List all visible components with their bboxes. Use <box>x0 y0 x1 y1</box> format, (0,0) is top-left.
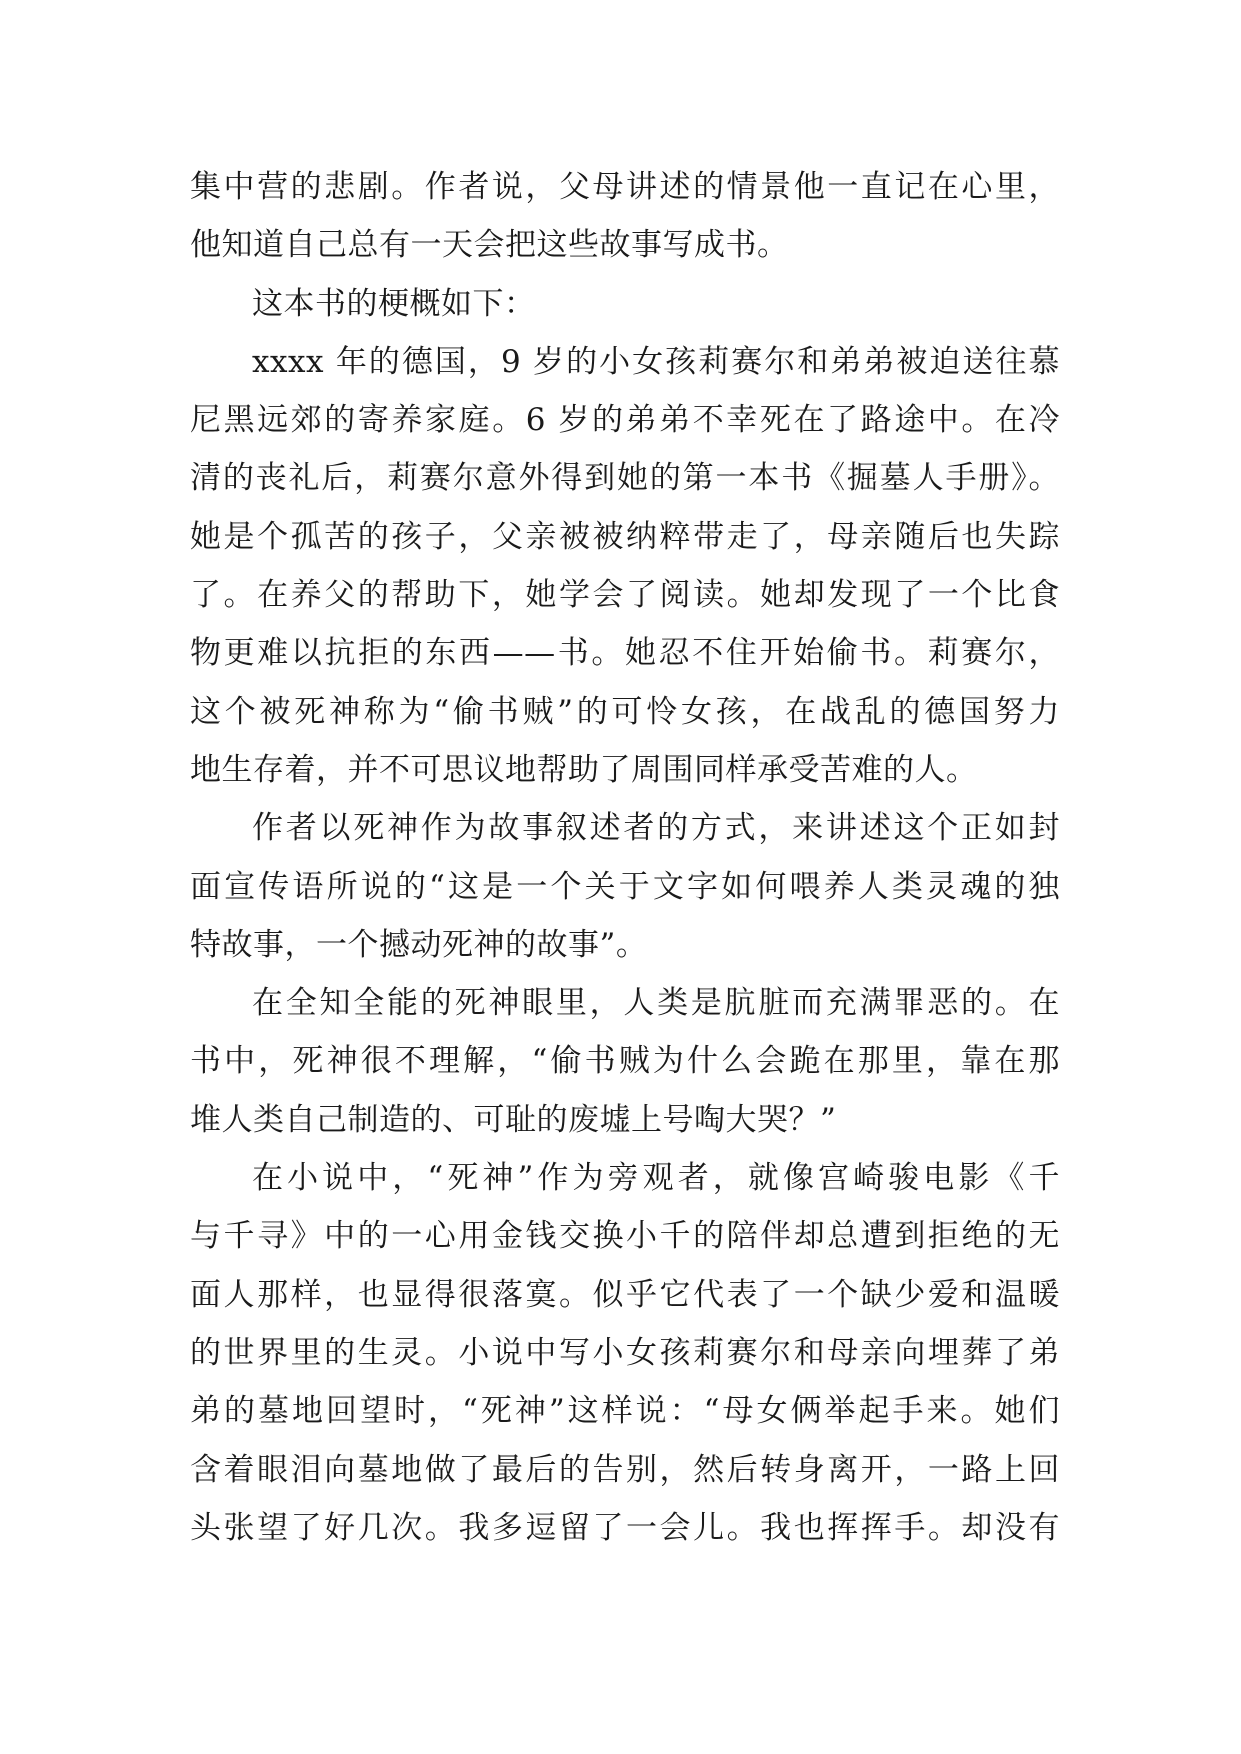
text-line-10: 这个被死神称为“偷书贼”的可怜女孩，在战乱的德国努力 <box>190 693 1060 730</box>
body-text <box>190 158 1060 1557</box>
text-line-24: 头张望了好几次。我多逗留了一会儿。我也挥挥手。却没有 <box>190 1509 1060 1546</box>
text-line-8: 了。在养父的帮助下，她学会了阅读。她却发现了一个比食 <box>190 577 1060 614</box>
text-line-1: 集中营的悲剧。作者说，父母讲述的情景他一直记在心里， <box>190 169 1060 205</box>
text-line-12: 作者以死神作为故事叙述者的方式，来讲述这个正如封 <box>252 810 1060 847</box>
text-line-19: 与千寻》中的一心用金钱交换小千的陪伴却总遭到拒绝的无 <box>190 1218 1060 1255</box>
text-line-20: 面人那样，也显得很落寞。似乎它代表了一个缺少爱和温暖 <box>190 1276 1060 1313</box>
text-line-15: 在全知全能的死神眼里，人类是肮脏而充满罪恶的。在 <box>252 985 1060 1022</box>
text-line-11: 地生存着，并不可思议地帮助了周围同样承受苦难的人。 <box>190 751 978 788</box>
text-line-5: 尼黑远郊的寄养家庭。6 岁的弟弟不幸死在了路途中。在冷 <box>190 402 1060 439</box>
text-line-23: 含着眼泪向墓地做了最后的告别，然后转身离开，一路上回 <box>190 1451 1060 1488</box>
text-line-13: 面宣传语所说的“这是一个关于文字如何喂养人类灵魂的独 <box>190 868 1060 905</box>
text-line-16: 书中，死神很不理解，“偷书贼为什么会跪在那里，靠在那 <box>190 1043 1060 1080</box>
text-line-2: 他知道自己总有一天会把这些故事写成书。 <box>190 227 789 264</box>
text-line-22: 弟的墓地回望时，“死神”这样说：“母女俩举起手来。她们 <box>190 1393 1060 1430</box>
text-line-3: 这本书的梗概如下： <box>252 285 536 322</box>
text-line-17: 堆人类自己制造的、可耻的废墟上号啕大哭？” <box>190 1101 837 1138</box>
text-line-14: 特故事，一个撼动死神的故事”。 <box>190 926 648 963</box>
text-line-9: 物更难以抗拒的东西——书。她忍不住开始偷书。莉赛尔， <box>190 635 1060 672</box>
text-line-6: 清的丧礼后，莉赛尔意外得到她的第一本书《掘墓人手册》。 <box>190 460 1060 497</box>
text-line-18: 在小说中，“死神”作为旁观者，就像宫崎骏电影《千 <box>252 1160 1060 1197</box>
text-line-4: xxxx 年的德国，9 岁的小女孩莉赛尔和弟弟被迫送往慕 <box>252 343 1060 380</box>
text-line-21: 的世界里的生灵。小说中写小女孩莉赛尔和母亲向埋葬了弟 <box>190 1334 1060 1371</box>
text-line-7: 她是个孤苦的孩子，父亲被被纳粹带走了，母亲随后也失踪 <box>190 518 1060 555</box>
